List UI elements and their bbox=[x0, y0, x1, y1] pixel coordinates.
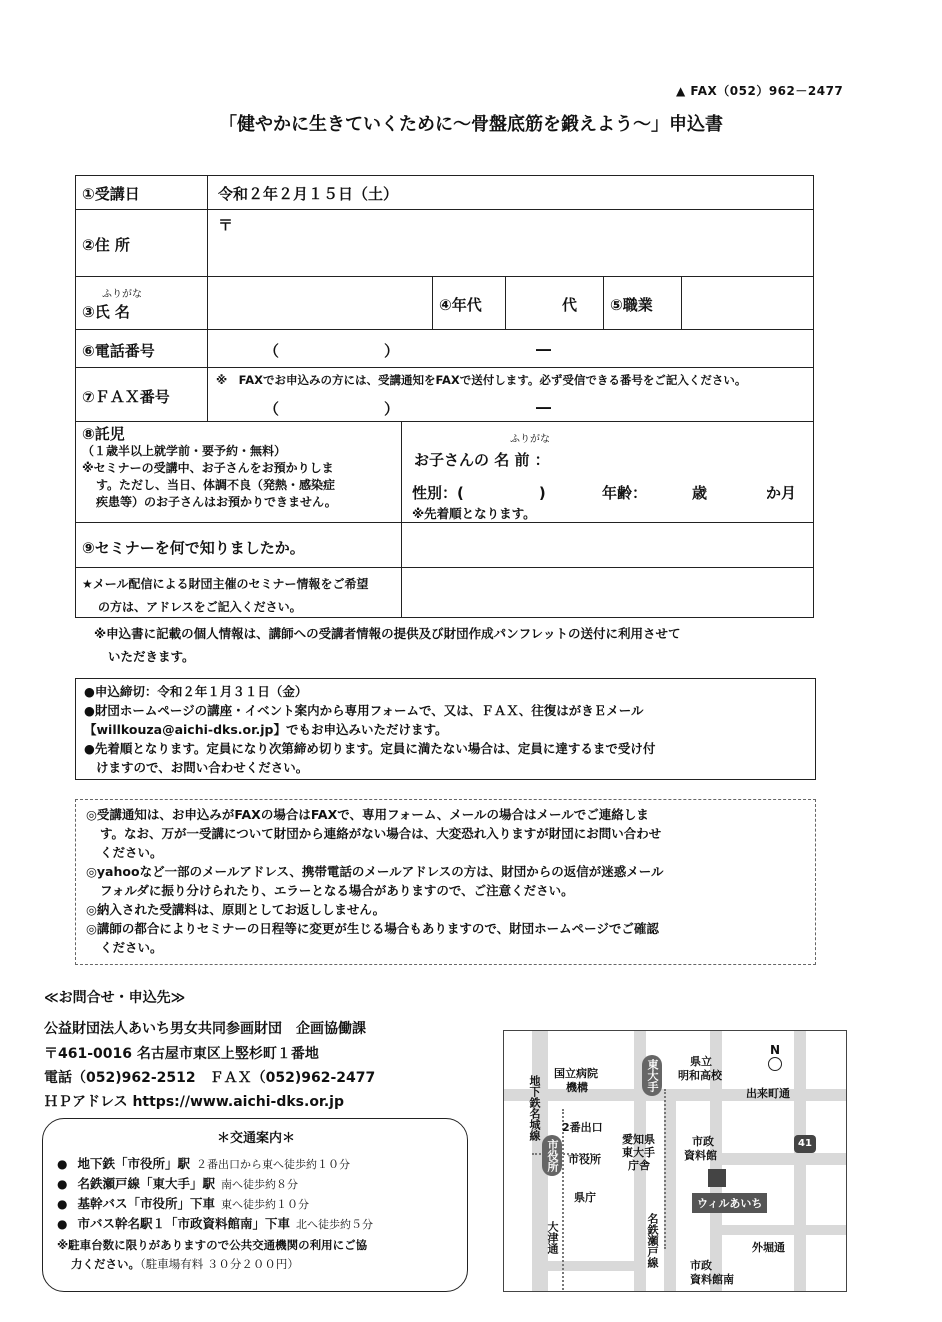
contact-address: 〒461-0016 名古屋市東区上竪杉町１番地 bbox=[44, 1046, 319, 1062]
tel-label: ⑥電話番号 bbox=[82, 342, 155, 360]
tel-field[interactable] bbox=[207, 329, 814, 368]
childcare-line1: （１歳半以上就学前・要予約・無料） bbox=[82, 444, 287, 458]
notice-line8: ください。 bbox=[100, 940, 163, 955]
date-value-cell bbox=[207, 175, 814, 210]
transport-item-main: 地下鉄「市役所」駅 bbox=[77, 1156, 190, 1171]
mail-label-cell bbox=[75, 567, 402, 618]
map-shiseis1: 市政 bbox=[690, 1259, 712, 1272]
transport-heading: ＊交通案内＊ bbox=[216, 1131, 295, 1146]
map-exit2: 2番出口 bbox=[562, 1121, 603, 1134]
date-value: 令和２年２月１５日（土） bbox=[218, 185, 399, 203]
map-kencho: 県庁 bbox=[574, 1191, 596, 1204]
child-first-come: ※先着順となります。 bbox=[412, 506, 536, 521]
notice-line6: ◎納入された受講料は、原則としてお返ししません。 bbox=[86, 902, 386, 917]
route-41-sign: 41 bbox=[794, 1135, 816, 1153]
map-hospital2: 機構 bbox=[566, 1081, 588, 1094]
transport-item bbox=[57, 1213, 373, 1232]
how-known-label-cell bbox=[75, 522, 402, 568]
fax-note: ※ FAXでお申込みの方には、受講通知をFAXで送付します。必ず受信できる番号をご記入ください。 bbox=[216, 373, 747, 387]
child-ruby: ふりがな bbox=[510, 434, 550, 445]
transport-item bbox=[57, 1173, 298, 1192]
age-label-cell bbox=[432, 276, 506, 330]
transport-item-main: 基幹バス「市役所」下車 bbox=[77, 1196, 215, 1211]
bullet-icon: ● bbox=[57, 1197, 68, 1211]
map-meitetsu-label: 名鉄瀬戸線 bbox=[646, 1213, 659, 1268]
address-label-cell bbox=[75, 209, 208, 277]
first-come-line: ●先着順となります。定員になり次第締め切ります。定員に満たない場合は、定員に達するまで受け付 bbox=[84, 741, 656, 756]
map-shiyakusho-pill: 市役所 bbox=[542, 1135, 562, 1176]
tel-dash: ― bbox=[536, 340, 551, 358]
child-age-years: 歳 bbox=[692, 484, 708, 502]
map-will-label: ウィルあいち bbox=[692, 1193, 767, 1213]
transport-note2 bbox=[71, 1256, 299, 1272]
map-aichi1: 愛知県 bbox=[622, 1133, 655, 1146]
transport-item-sub: 北へ徒歩約５分 bbox=[296, 1218, 373, 1231]
transport-item-main: 市バス幹名駅１「市政資料館南」下車 bbox=[77, 1216, 290, 1231]
date-label-cell bbox=[75, 175, 208, 210]
transport-note1: ※駐車台数に限りがありますので公共交通機関の利用にご協 bbox=[57, 1238, 368, 1252]
contact-heading: ≪お問合せ・申込先≫ bbox=[44, 990, 186, 1006]
mail-line1: ★メール配信による財団主催のセミナー情報をご希望 bbox=[82, 577, 369, 591]
name-label-cell bbox=[75, 276, 208, 330]
job-field[interactable] bbox=[681, 276, 814, 330]
transport-box bbox=[42, 1118, 468, 1292]
apply-email-line: 【willkouza@aichi-dks.or.jp】でもお申込みいただけます。 bbox=[84, 722, 448, 737]
bullet-icon: ● bbox=[57, 1177, 68, 1191]
map-school2: 明和高校 bbox=[678, 1069, 722, 1082]
fax-field[interactable] bbox=[207, 367, 814, 422]
tel-label-cell bbox=[75, 329, 208, 368]
name-field[interactable] bbox=[207, 276, 433, 330]
mail-line2: の方は、アドレスをご記入ください。 bbox=[98, 600, 302, 614]
notice-line5: フォルダに振り分けられたり、エラーとなる場合がありますので、ご注意ください。 bbox=[100, 883, 574, 898]
apply-methods-line: ●財団ホームページの講座・イベント案内から専用フォームで、又は、ＦＡＸ、往復はがきＥメール bbox=[84, 703, 644, 718]
fax-label-cell bbox=[75, 367, 208, 422]
deadline-info-box bbox=[75, 678, 816, 780]
childcare-label-cell bbox=[75, 421, 402, 523]
page-title: 「健やかに生きていくために～骨盤底筋を鍛えよう～」申込書 bbox=[219, 114, 723, 135]
map-higashiote-pill: 東大手 bbox=[642, 1055, 662, 1096]
address-label: ②住 所 bbox=[82, 236, 130, 254]
north-label: N bbox=[770, 1043, 781, 1057]
meitetsu-line bbox=[664, 1089, 666, 1249]
notice-line7: ◎講師の都合によりセミナーの日程等に変更が生じる場合もありますので、財団ホームページでご確認 bbox=[86, 921, 659, 936]
fax-paren-close: ） bbox=[384, 400, 400, 418]
map-shiseis2: 資料館南 bbox=[690, 1273, 734, 1286]
will-aichi-building bbox=[708, 1169, 726, 1187]
date-label: ①受講日 bbox=[82, 185, 140, 203]
subway-line bbox=[562, 1109, 564, 1292]
job-label-cell bbox=[603, 276, 682, 330]
childcare-label: ⑧託児 bbox=[82, 425, 125, 443]
map-shisei1: 市政 bbox=[692, 1135, 714, 1148]
transport-item-sub: 東へ徒歩約１０分 bbox=[221, 1198, 309, 1211]
parking-fee: （駐車場有料 ３０分２００円） bbox=[140, 1257, 299, 1271]
name-ruby: ふりがな bbox=[102, 289, 142, 300]
access-map bbox=[503, 1030, 847, 1292]
map-school1: 県立 bbox=[690, 1055, 712, 1068]
childcare-line3: す。ただし、当日、体調不良（発熱・感染症 bbox=[96, 478, 336, 492]
map-deki-street: 出来町通 bbox=[746, 1087, 790, 1100]
fax-label: ⑦ＦＡＸ番号 bbox=[82, 388, 170, 406]
fax-number-header: ▲ FAX（052）962－2477 bbox=[676, 84, 844, 98]
notice-line1: ◎受講通知は、お申込みがFAXの場合はFAXで、専用フォーム、メールの場合はメールでご連絡しま bbox=[86, 807, 649, 822]
map-aichi2: 東大手 bbox=[622, 1146, 655, 1159]
child-age-label: 年齢： bbox=[602, 484, 648, 502]
notice-box bbox=[75, 799, 816, 965]
map-otsu-street: 大津通 bbox=[546, 1221, 559, 1254]
job-label: ⑤職業 bbox=[610, 296, 653, 314]
contact-tel-fax: 電話（052)962-2512 ＦＡＸ（052)962-2477 bbox=[44, 1070, 376, 1086]
childcare-line4: 疾患等）のお子さんはお預かりできません。 bbox=[96, 495, 337, 509]
north-icon bbox=[768, 1057, 782, 1071]
tel-paren-open: （ bbox=[264, 342, 280, 360]
postal-mark: 〒 bbox=[218, 216, 234, 234]
mail-address-field[interactable] bbox=[401, 567, 814, 618]
deadline-line: ●申込締切：令和２年１月３１日（金） bbox=[84, 684, 308, 699]
notice-line3: ください。 bbox=[100, 845, 163, 860]
map-cityhall: 市役所 bbox=[568, 1153, 601, 1166]
how-known-field[interactable] bbox=[401, 522, 814, 568]
map-subway-label: 地下鉄名城線 bbox=[528, 1075, 541, 1141]
transport-item bbox=[57, 1153, 350, 1172]
how-known-label: ⑨セミナーを何で知りましたか。 bbox=[82, 539, 305, 557]
age-suffix: 代 bbox=[562, 296, 578, 314]
map-shisei2: 資料館 bbox=[684, 1149, 717, 1162]
transport-item-sub: ２番出口から東へ徒歩約１０分 bbox=[196, 1158, 350, 1171]
notice-line4: ◎yahooなど一部のメールアドレス、携帯電話のメールアドレスの方は、財団からの返信が迷惑メール bbox=[86, 864, 664, 879]
transport-note2-text: 力ください。 bbox=[71, 1257, 140, 1271]
child-name-label: お子さんの 名 前 ： bbox=[414, 451, 550, 469]
tel-paren-close: ） bbox=[384, 342, 400, 360]
contact-org: 公益財団法人あいち男女共同参画財団 企画協働課 bbox=[44, 1021, 366, 1037]
bullet-icon: ● bbox=[57, 1217, 68, 1231]
transport-item-main: 名鉄瀬戸線「東大手」駅 bbox=[77, 1176, 215, 1191]
transport-item-sub: 南へ徒歩約８分 bbox=[221, 1178, 298, 1191]
childcare-line2: ※セミナーの受講中、お子さんをお預かりしま bbox=[82, 461, 334, 475]
child-gender-label: 性別：( ) bbox=[412, 484, 546, 502]
name-label: ③氏 名 bbox=[82, 303, 130, 321]
bullet-icon: ● bbox=[57, 1157, 68, 1171]
privacy-note-line2: いただきます。 bbox=[108, 649, 195, 664]
map-hospital: 国立病院 bbox=[554, 1067, 598, 1080]
child-info-field[interactable] bbox=[401, 421, 814, 523]
fax-dash: ― bbox=[536, 398, 551, 416]
age-label: ④年代 bbox=[439, 296, 482, 314]
map-aichi3: 庁舎 bbox=[628, 1159, 650, 1172]
notice-line2: す。なお、万が一受講について財団から連絡がない場合は、大変恐れ入りますが財団にお問い合わせ bbox=[100, 826, 662, 841]
map-sotobori-street: 外堀通 bbox=[752, 1241, 785, 1254]
privacy-note-line1: ※申込書に記載の個人情報は、講師への受講者情報の提供及び財団作成パンフレットの送付に利用させて bbox=[94, 626, 681, 641]
child-age-months: か月 bbox=[766, 484, 797, 502]
transport-item bbox=[57, 1193, 309, 1212]
fax-paren-open: （ bbox=[264, 400, 280, 418]
age-field[interactable] bbox=[505, 276, 604, 330]
contact-hp[interactable]: ＨＰアドレス https://www.aichi-dks.or.jp bbox=[44, 1094, 344, 1110]
address-field[interactable] bbox=[207, 209, 814, 277]
first-come-line2: けますので、お問い合わせください。 bbox=[96, 760, 309, 775]
